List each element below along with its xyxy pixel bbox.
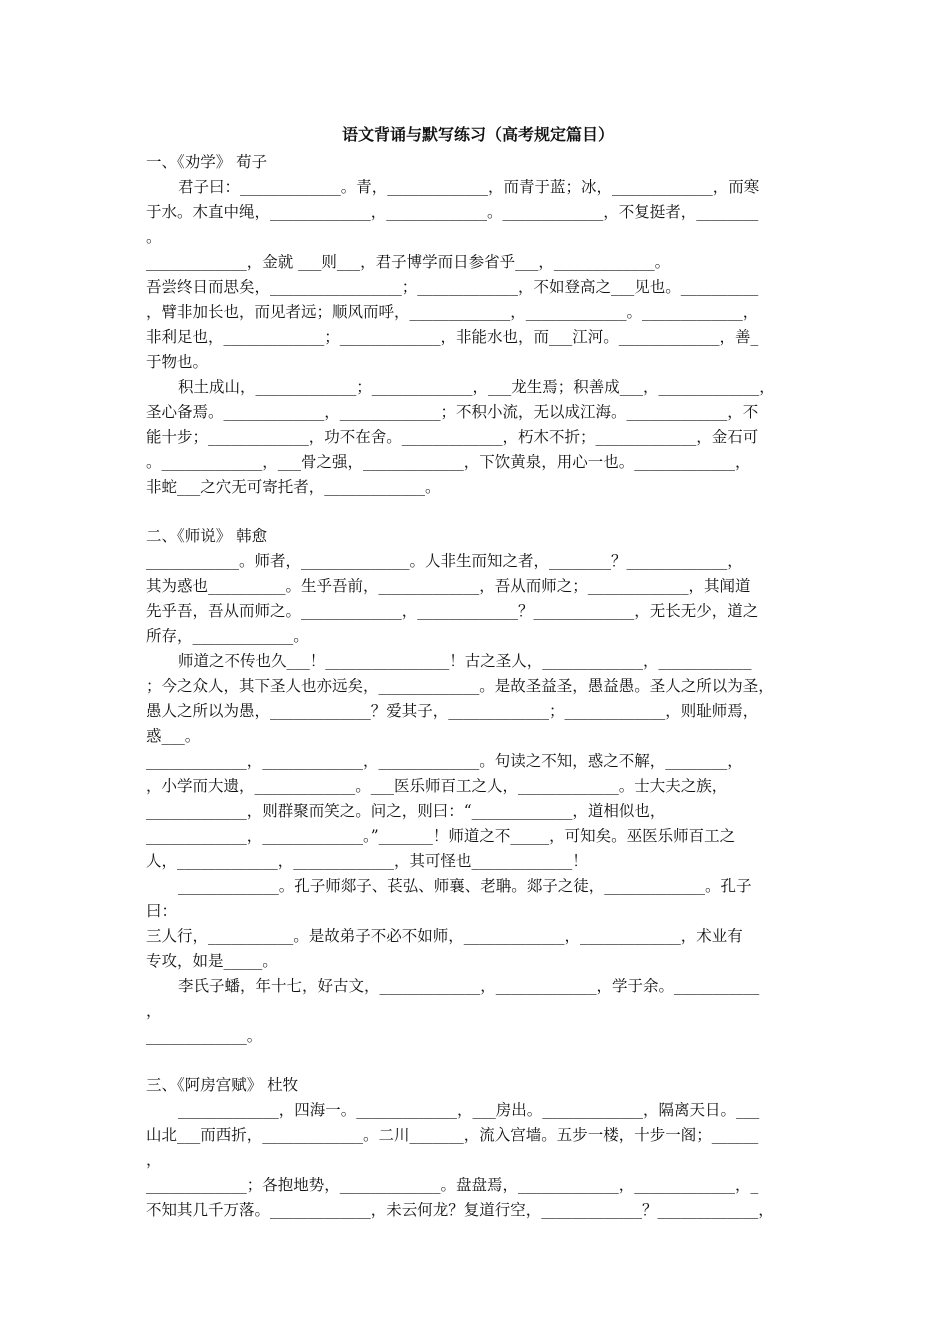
text-line: 人，_____________，_____________，其可怪也_____________！: [146, 852, 588, 870]
text-line: _____________；各抱地势，_____________。盘盘焉，_____________，_____________，_: [146, 1176, 759, 1194]
text-line: _____________。: [146, 1027, 263, 1045]
text-line: 于水。木直中绳，_____________，_____________。_____________，不复挺者，________: [146, 203, 759, 221]
text-line: 能十步；_____________，功不在舍。_____________，朽木不折；_____________，金石可: [146, 428, 759, 446]
text-line: 不知其几千万落。_____________，未云何龙？复道行空，_____________？_____________，: [146, 1201, 774, 1219]
text-line: _____________，则群聚而笑之。问之，则曰：“_____________，道相似也，: [146, 802, 666, 820]
text-line: 吾尝终日而思矣，_________________；_____________，不如登高之___见也。__________: [146, 278, 759, 296]
section-body-shishuo: [146, 549, 810, 1049]
text-line: 非利足也，_____________；_____________，非能水也，而___江河。_____________，善_: [146, 328, 759, 346]
text-line: 师道之不传也久___！________________！古之圣人，_____________，____________: [178, 652, 752, 670]
text-line: 山北___而西折，_____________。二川_______，流入宫墙。五步一楼，十步一阁；______: [146, 1126, 759, 1144]
text-line: 李氏子蟠，年十七，好古文，_____________，_____________，学于余。___________: [178, 977, 760, 995]
section-gap: [146, 1049, 810, 1073]
text-line: 惑___。: [146, 727, 201, 745]
text-line: _____________，四海一。_____________，___房出。_____________，隔离天日。___: [178, 1101, 760, 1119]
section-heading-quanxue: 一、《劝学》 荀子: [146, 153, 268, 171]
text-line: ；今之众人，其下圣人也亦远矣，_____________。是故圣益圣，愚益愚。圣人之所以为圣，: [146, 677, 774, 695]
text-line: 非蛇___之穴无可寄托者，_____________。: [146, 478, 441, 496]
text-line: 于物也。: [146, 353, 209, 371]
text-line: 积土成山，_____________；_____________，___龙生焉；积善成___，_____________，: [178, 378, 775, 396]
section-heading-shishuo: 二、《师说》 韩愈: [146, 527, 268, 545]
text-line: ____________。师者，______________。人非生而知之者，________？_____________，: [146, 552, 743, 570]
section-heading-efanggongfu: 三、《阿房宫赋》 杜牧: [146, 1076, 299, 1094]
text-line: 。_____________，___骨之强，_____________，下饮黄泉，用心一也。_____________，: [146, 453, 751, 471]
text-line: 三人行，___________。是故弟子不必不如师，_____________，_____________，术业有: [146, 927, 743, 945]
text-line: 圣心备焉。_____________，_____________；不积小流，无以成江海。_____________，不: [146, 403, 759, 421]
text-line: _____________，_____________，_____________。句读之不知，惑之不解，________，: [146, 752, 743, 770]
text-line: 其为惑也__________。生乎吾前，_____________，吾从而师之；_____________，其闻道: [146, 577, 751, 595]
text-line: _____________，金就 ___则___，君子博学而日参省乎___，_____________。: [146, 253, 671, 271]
text-line: ，: [146, 1151, 162, 1169]
text-line: _____________，_____________。”_______！师道之不_____，可知矣。巫医乐师百工之: [146, 827, 736, 845]
text-line: ，小学而大遗，_____________。___医乐师百工之人，_____________。士大夫之族，: [146, 777, 728, 795]
section-body-quanxue: [146, 175, 810, 500]
text-line: 先乎吾，吾从而师之。_____________，_____________？_____________，无长无少，道之: [146, 602, 759, 620]
text-line: 。: [146, 228, 162, 246]
text-line: 专攻，如是_____。: [146, 952, 278, 970]
text-line: _____________。孔子师郯子、苌弘、师襄、老聃。郯子之徒，_____________。孔子: [178, 877, 752, 895]
document-title: 语文背诵与默写练习（高考规定篇目）: [341, 125, 614, 144]
text-line: 所存，_____________。: [146, 627, 309, 645]
document-page: [146, 120, 810, 1223]
text-line: 愚人之所以为愚，_____________？爱其子，_____________；_____________，则耻师焉，: [146, 702, 759, 720]
section-body-efanggongfu: [146, 1098, 810, 1223]
text-line: 曰：: [146, 902, 178, 920]
text-line: ，臂非加长也，而见者远；顺风而呼，_____________，_____________。_____________，: [146, 303, 759, 321]
text-line: ，: [146, 1002, 162, 1020]
section-gap: [146, 500, 810, 524]
text-line: 君子曰：_____________。青，_____________，而青于蓝；冰，_____________，而寒: [178, 178, 760, 196]
